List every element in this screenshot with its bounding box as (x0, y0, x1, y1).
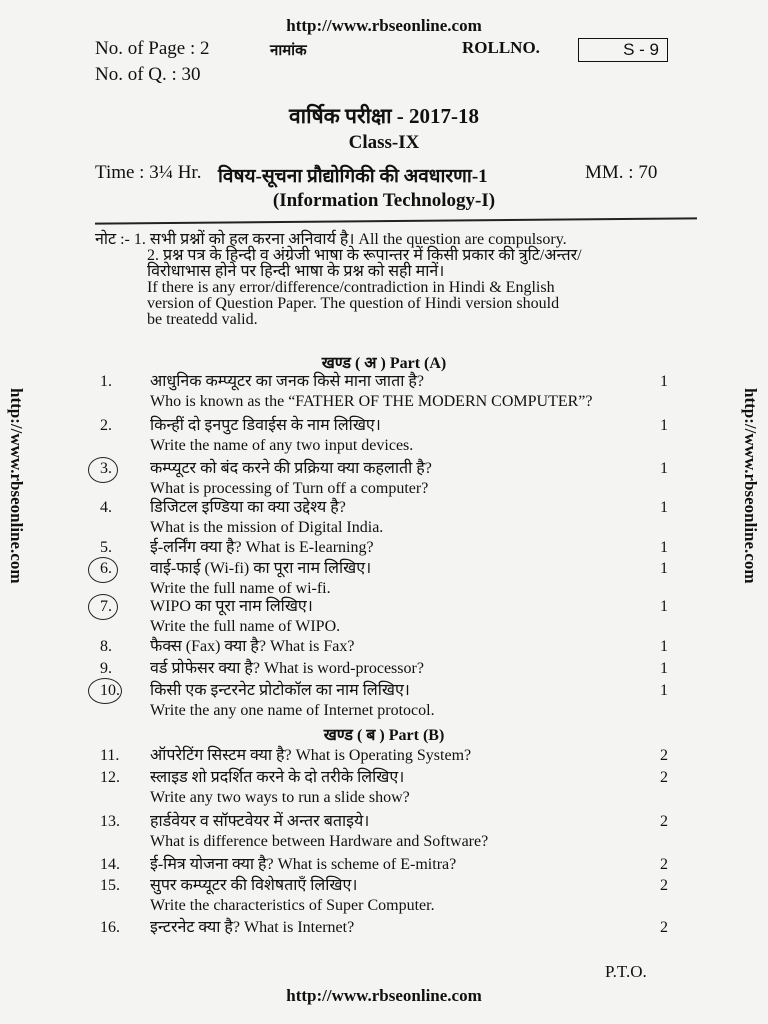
question-number: 8. (100, 638, 112, 655)
question-text: किन्हीं दो इनपुट डिवाईस के नाम लिखिए। (150, 417, 381, 434)
question-number: 6. (100, 560, 112, 577)
question-number: 14. (100, 856, 120, 873)
question-text-english: Write the name of any two input devices. (150, 437, 414, 454)
question-text-english: Write the any one name of Internet protocol. (150, 702, 435, 719)
question-marks: 2 (660, 813, 668, 830)
question-number: 7. (100, 598, 112, 615)
question-number: 1. (100, 373, 112, 390)
question-text-english: Who is known as the “FATHER OF THE MODERN COMPUTER”? (150, 393, 593, 410)
question-text: वर्ड प्रोफेसर क्या है? What is word-processor? (150, 660, 424, 677)
note-line-4: If there is any error/difference/contradiction in Hindi & English (147, 279, 555, 296)
question-text-english: What is processing of Turn off a computer? (150, 480, 429, 497)
subject-english: (Information Technology-I) (272, 190, 496, 211)
time-label: Time : 3¼ Hr. (95, 162, 202, 183)
question-marks: 1 (660, 417, 668, 434)
note-line-6: be treatedd valid. (147, 311, 258, 328)
question-number: 10. (100, 682, 120, 699)
question-text: स्लाइड शो प्रदर्शित करने के दो तरीके लिखिए। (150, 769, 405, 786)
subject-title: विषय-सूचना प्रौद्योगिकी की अवधारणा-1 (218, 166, 488, 187)
note-line-3: विरोधाभास होने पर हिन्दी भाषा के प्रश्न को सही मानें। (147, 263, 445, 280)
question-text-english: Write the characteristics of Super Computer. (150, 897, 435, 914)
question-marks: 1 (660, 373, 668, 390)
note-text-1: 1. सभी प्रश्नों को हल करना अनिवार्य है। All the question are compulsory. (133, 231, 567, 248)
question-marks: 2 (660, 877, 668, 894)
question-text-english: Write the full name of WIPO. (150, 618, 341, 635)
question-text: सुपर कम्प्यूटर की विशेषताएँ लिखिए। (150, 877, 358, 894)
note-label: नोट :- (95, 231, 130, 248)
question-number: 11. (100, 747, 120, 764)
question-number: 5. (100, 539, 112, 556)
question-number: 12. (100, 769, 120, 786)
part-a-heading: खण्ड ( अ ) Part (A) (321, 355, 447, 372)
note-line-1 (95, 232, 582, 248)
bottom-url: http://www.rbseonline.com (286, 986, 482, 1005)
part-b-heading: खण्ड ( ब ) Part (B) (323, 727, 445, 744)
class-label: Class-IX (348, 132, 420, 153)
question-text: डिजिटल इण्डिया का क्या उद्देश्य है? (150, 499, 346, 516)
note-block (95, 232, 582, 328)
question-text-english: Write the full name of wi-fi. (150, 580, 331, 597)
question-text: ई-मित्र योजना क्या है? What is scheme of E-mitra? (150, 856, 457, 873)
question-text: आधुनिक कम्प्यूटर का जनक किसे माना जाता है? (150, 373, 424, 390)
question-number: 4. (100, 499, 112, 516)
question-text: कम्प्यूटर को बंद करने की प्रक्रिया क्या कहलाती है? (150, 460, 432, 477)
header-divider (95, 217, 697, 224)
question-marks: 2 (660, 769, 668, 786)
question-marks: 1 (660, 499, 668, 516)
question-marks: 1 (660, 598, 668, 615)
paper-code: S - 9 (623, 40, 659, 59)
question-text-english: What is the mission of Digital India. (150, 519, 384, 536)
note-line-2: 2. प्रश्न पत्र के हिन्दी व अंग्रेजी भाषा के रूपान्तर में किसी प्रकार की त्रुटि/अन्तर/ (147, 247, 582, 264)
exam-title: वार्षिक परीक्षा - 2017-18 (288, 104, 479, 128)
max-marks: MM. : 70 (585, 162, 658, 183)
question-marks: 1 (660, 682, 668, 699)
question-text-english: What is difference between Hardware and Software? (150, 833, 489, 850)
naamank-label: नामांक (270, 43, 307, 59)
question-text: इन्टरनेट क्या है? What is Internet? (150, 919, 355, 936)
pto-label: P.T.O. (605, 962, 647, 981)
question-marks: 2 (660, 747, 668, 764)
question-text: हार्डवेयर व सॉफ्टवेयर में अन्तर बताइये। (150, 813, 370, 830)
question-marks: 1 (660, 560, 668, 577)
question-text: ऑपरेटिंग सिस्टम क्या है? What is Operating System? (150, 747, 472, 764)
question-marks: 1 (660, 638, 668, 655)
question-marks: 1 (660, 460, 668, 477)
question-marks: 1 (660, 660, 668, 677)
roll-no-label: ROLLNO. (462, 38, 540, 57)
question-text-english: Write any two ways to run a slide show? (150, 789, 410, 806)
question-text: ई-लर्निंग क्या है? What is E-learning? (150, 539, 374, 556)
note-line-5: version of Question Paper. The question of Hindi version should (147, 295, 560, 312)
question-number: 2. (100, 417, 112, 434)
question-marks: 2 (660, 856, 668, 873)
paper-code-box (578, 38, 668, 62)
question-number: 3. (100, 460, 112, 477)
question-text: फैक्स (Fax) क्या है? What is Fax? (150, 638, 355, 655)
question-text: WIPO का पूरा नाम लिखिए। (150, 598, 313, 615)
question-text: वाई-फाई (Wi-fi) का पूरा नाम लिखिए। (150, 560, 372, 577)
left-side-url: http://www.rbseonline.com (7, 388, 26, 584)
top-url: http://www.rbseonline.com (286, 16, 482, 35)
question-number: 16. (100, 919, 120, 936)
question-number: 13. (100, 813, 120, 830)
question-text: किसी एक इन्टरनेट प्रोटोकॉल का नाम लिखिए। (150, 682, 410, 699)
right-side-url: http://www.rbseonline.com (741, 388, 760, 584)
question-marks: 1 (660, 539, 668, 556)
question-number: 9. (100, 660, 112, 677)
no-of-page: No. of Page : 2 (95, 38, 210, 59)
question-number: 15. (100, 877, 120, 894)
no-of-questions: No. of Q. : 30 (95, 64, 201, 85)
question-marks: 2 (660, 919, 668, 936)
